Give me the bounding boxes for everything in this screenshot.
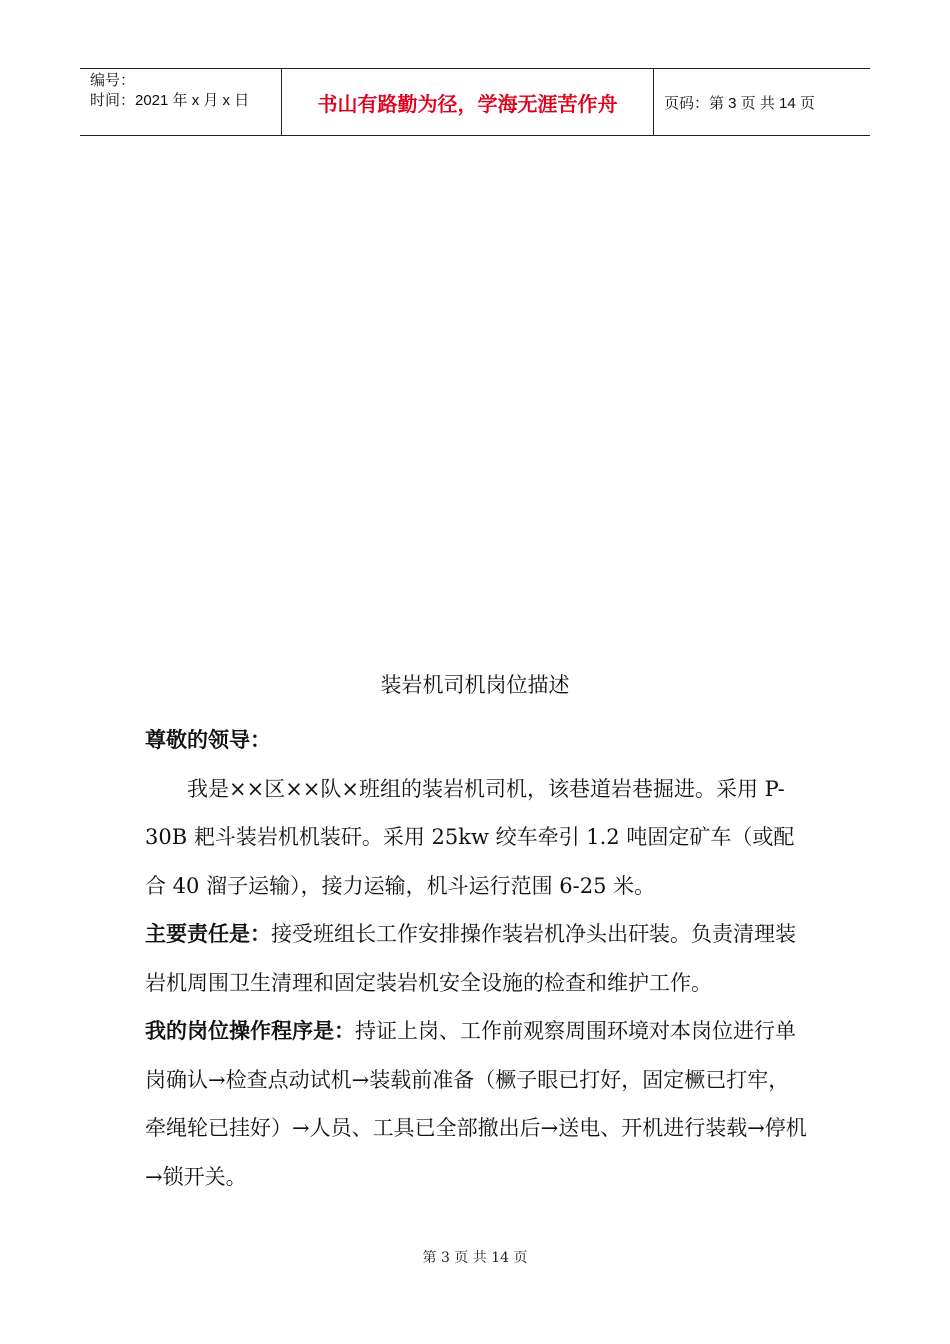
procedure-paragraph: [145, 1007, 810, 1201]
header-motto: 书山有路勤为径，学海无涯苦作舟: [317, 91, 618, 116]
procedure-label: 我的岗位操作程序是：: [145, 1019, 355, 1043]
procedure-text: 持证上岗、工作前观察周围环境对本岗位进行单岗确认→检查点动试机→装载前准备（橛子眼已打好，固定橛已打牢，牵绳轮已挂好）→人员、工具已全部撤出后→送电、开机进行装载→停机→锁开关。: [145, 1019, 807, 1189]
page-footer: 第 3 页 共 14 页: [422, 1250, 528, 1266]
document-body: [145, 716, 810, 1201]
header-page-cell: [654, 69, 870, 135]
intro-paragraph: 我是××区××队×班组的装岩机司机，该巷道岩巷掘进。采用 P-30B 耙斗装岩机机装矸。采用 25kw 绞车牵引 1.2 吨固定矿车（或配合 40 溜子运输），接力运输，机斗运行范围 6-25 米。: [145, 776, 795, 898]
document-title: 装岩机司机岗位描述: [380, 673, 570, 697]
time-label: 时间：2021 年 x 月 x 日: [90, 92, 250, 109]
responsibility-label: 主要责任是：: [145, 922, 271, 946]
header-page-label: 页码：第 3 页 共 14 页: [664, 94, 815, 112]
responsibility-text: 接受班组长工作安排操作装岩机净头出矸装。负责清理装岩机周围卫生清理和固定装岩机安全设施的检查和维护工作。: [145, 922, 796, 995]
header-meta: [80, 69, 281, 135]
greeting: 尊敬的领导：: [145, 728, 271, 752]
page-header: [80, 68, 870, 136]
code-label: 编号：: [90, 72, 136, 89]
responsibility-paragraph: [145, 910, 810, 1007]
header-motto-cell: [281, 69, 654, 135]
